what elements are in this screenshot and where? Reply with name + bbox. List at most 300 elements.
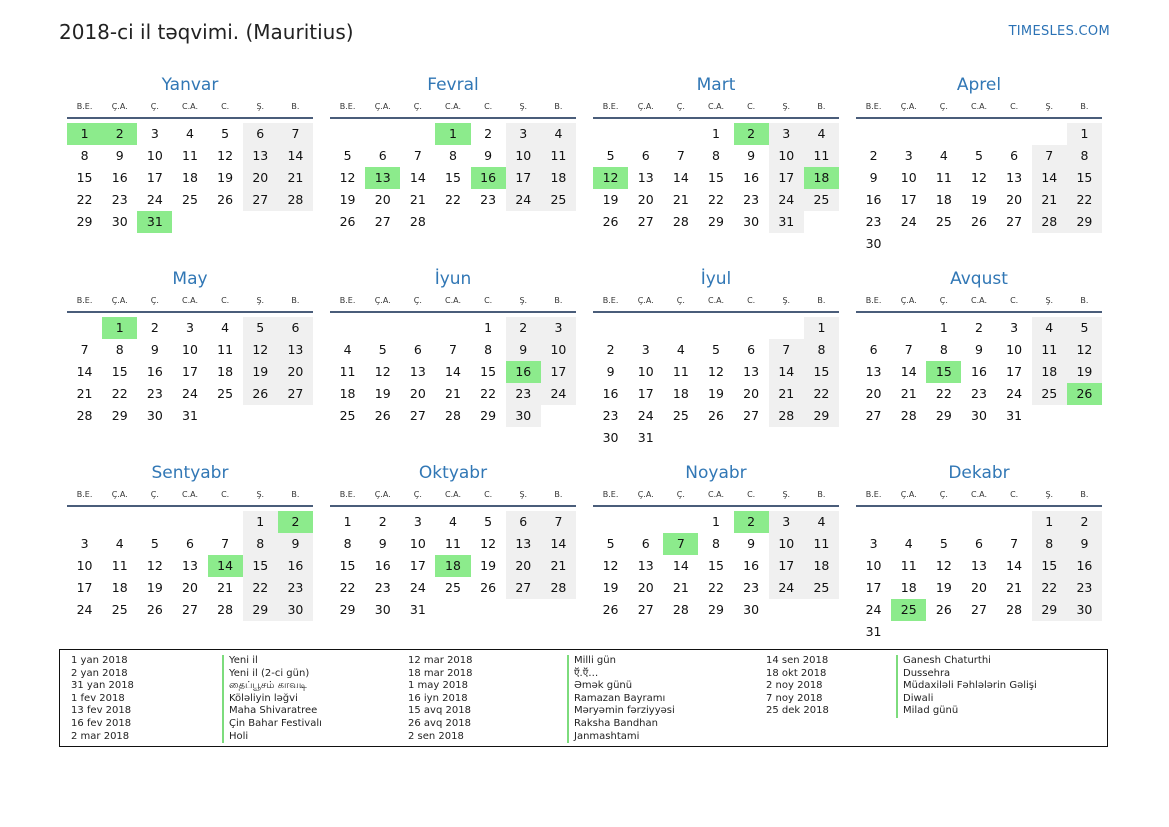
- weekday-label: B.: [554, 102, 563, 111]
- day-cell: 16: [971, 364, 987, 379]
- day-cell: 19: [374, 386, 391, 401]
- day-cell: 28: [900, 408, 917, 423]
- weekday-label: B.: [1080, 490, 1089, 499]
- day-cell: 20: [506, 555, 541, 577]
- day-grid: [856, 511, 1102, 643]
- day-cell: 24: [76, 602, 93, 617]
- day-cell: 3: [769, 511, 804, 533]
- day-cell: 4: [939, 148, 948, 163]
- weekday-label: B.: [1080, 296, 1089, 305]
- day-cell: 28: [409, 214, 426, 229]
- day-cell: 14: [900, 364, 917, 379]
- day-cell: 21: [900, 386, 917, 401]
- day-cell: 21: [1032, 189, 1067, 211]
- month-grid: [67, 72, 1102, 654]
- day-cell: 13: [278, 339, 313, 361]
- holiday-dates-column: [766, 655, 829, 718]
- empty-cell: [172, 511, 207, 533]
- day-cell: 28: [672, 214, 689, 229]
- weekday-label: B.E.: [602, 296, 619, 305]
- weekday-label: B.: [554, 490, 563, 499]
- day-cell: 1: [343, 514, 352, 529]
- month-name: Avqust: [950, 269, 1008, 289]
- weekday-label: C.: [221, 102, 230, 111]
- day-cell: 28: [769, 405, 804, 427]
- holiday-day-cell: 2: [278, 511, 313, 533]
- day-grid: [330, 511, 576, 621]
- day-cell: 2: [378, 514, 387, 529]
- day-cell: 12: [243, 339, 278, 361]
- holiday-day-cell: 7: [663, 533, 698, 555]
- weekday-label: Ç.: [150, 296, 159, 305]
- day-cell: 23: [971, 386, 987, 401]
- holiday-name: தைப்பூசம் காவடி: [222, 680, 322, 693]
- day-cell: 11: [217, 342, 234, 357]
- day-cell: 19: [243, 361, 278, 383]
- day-cell: 1: [712, 514, 720, 529]
- day-cell: 25: [804, 577, 839, 599]
- day-cell: 4: [676, 342, 685, 357]
- weekday-label: Ç.: [939, 490, 948, 499]
- day-cell: 18: [935, 192, 952, 207]
- day-cell: 28: [1006, 602, 1023, 617]
- day-cell: 12: [146, 558, 163, 573]
- day-cell: 22: [708, 580, 724, 595]
- weekday-header: [593, 292, 839, 313]
- empty-cell: [365, 317, 400, 339]
- day-cell: 9: [747, 148, 756, 163]
- day-cell: 17: [182, 364, 198, 379]
- empty-cell: [400, 123, 435, 145]
- weekday-label: B.E.: [339, 296, 356, 305]
- empty-cell: [67, 511, 102, 533]
- day-cell: 14: [541, 533, 576, 555]
- day-cell: 9: [115, 148, 124, 163]
- day-cell: 27: [182, 602, 198, 617]
- day-cell: 14: [672, 170, 689, 185]
- day-cell: 12: [339, 170, 356, 185]
- day-cell: 13: [182, 558, 198, 573]
- weekday-label: Ç.: [676, 102, 685, 111]
- weekday-header: [67, 486, 313, 507]
- day-cell: 17: [900, 192, 917, 207]
- day-cell: 20: [182, 580, 198, 595]
- day-cell: 16: [743, 558, 760, 573]
- day-cell: 2: [1067, 511, 1102, 533]
- page-title: 2018-ci il təqvimi. (Mauritius): [59, 20, 354, 44]
- month-8: [67, 460, 313, 654]
- day-cell: 2: [975, 320, 983, 335]
- month-name: Mart: [696, 75, 736, 95]
- weekday-label: C.A.: [181, 296, 198, 305]
- day-cell: 11: [111, 558, 128, 573]
- month-9: [330, 460, 576, 654]
- day-cell: 10: [1006, 342, 1023, 357]
- day-cell: 26: [971, 214, 987, 229]
- day-cell: 2: [150, 320, 159, 335]
- day-cell: 9: [378, 536, 387, 551]
- day-cell: 13: [971, 558, 987, 573]
- day-cell: 10: [409, 536, 426, 551]
- empty-cell: [330, 317, 365, 339]
- day-cell: 7: [769, 339, 804, 361]
- day-cell: 7: [449, 342, 457, 357]
- day-grid: [856, 123, 1102, 255]
- weekday-label: Ş.: [782, 296, 791, 305]
- day-cell: 23: [743, 580, 760, 595]
- holiday-day-cell: 26: [1067, 383, 1102, 405]
- weekday-header: [856, 486, 1102, 507]
- day-cell: 25: [672, 408, 689, 423]
- holiday-date: 1 fev 2018: [71, 692, 125, 704]
- day-cell: 3: [769, 123, 804, 145]
- day-cell: 7: [278, 123, 313, 145]
- weekday-label: C.A.: [444, 490, 461, 499]
- weekday-label: C.: [747, 102, 756, 111]
- holiday-name: Janmashtami: [567, 731, 675, 744]
- month-name: Yanvar: [161, 75, 219, 95]
- weekday-header: [593, 486, 839, 507]
- day-cell: 20: [637, 580, 654, 595]
- holiday-date: 1 yan 2018: [71, 655, 128, 666]
- empty-cell: [593, 123, 628, 145]
- day-cell: 4: [904, 536, 913, 551]
- weekday-label: B.: [1080, 102, 1089, 111]
- holiday-date: 2 mar 2018: [71, 730, 130, 742]
- empty-cell: [769, 317, 804, 339]
- holiday-date: 14 sen 2018: [766, 655, 829, 666]
- day-cell: 24: [900, 214, 917, 229]
- weekday-label: B.: [817, 296, 826, 305]
- day-cell: 13: [1006, 170, 1023, 185]
- holiday-day-cell: 16: [471, 167, 506, 189]
- weekday-label: C.A.: [970, 102, 987, 111]
- day-cell: 9: [506, 339, 541, 361]
- day-cell: 6: [243, 123, 278, 145]
- empty-cell: [698, 317, 733, 339]
- day-cell: 2: [506, 317, 541, 339]
- day-cell: 31: [637, 430, 654, 445]
- day-cell: 20: [637, 192, 654, 207]
- month-name: Noyabr: [685, 463, 747, 483]
- day-grid: [593, 123, 839, 233]
- day-cell: 28: [672, 602, 689, 617]
- holiday-name: Əmək günü: [567, 680, 675, 693]
- day-cell: 7: [413, 148, 422, 163]
- day-grid: [67, 511, 313, 621]
- month-name: Aprel: [956, 75, 1002, 95]
- day-cell: 10: [76, 558, 93, 573]
- day-cell: 24: [146, 192, 163, 207]
- weekday-label: Ç.A.: [111, 490, 128, 499]
- day-cell: 22: [243, 577, 278, 599]
- weekday-label: Ş.: [519, 102, 528, 111]
- weekday-label: C.A.: [707, 490, 724, 499]
- holiday-day-cell: 1: [102, 317, 137, 339]
- day-cell: 16: [111, 170, 128, 185]
- day-cell: 4: [1032, 317, 1067, 339]
- day-cell: 23: [1067, 577, 1102, 599]
- empty-cell: [856, 317, 891, 339]
- day-cell: 21: [217, 580, 234, 595]
- weekday-label: C.: [484, 490, 493, 499]
- day-grid: [67, 317, 313, 427]
- day-cell: 17: [506, 167, 541, 189]
- empty-cell: [997, 123, 1032, 145]
- weekday-label: B.E.: [76, 490, 93, 499]
- day-cell: 19: [339, 192, 356, 207]
- day-cell: 26: [243, 383, 278, 405]
- day-cell: 26: [602, 602, 619, 617]
- day-cell: 24: [637, 408, 654, 423]
- day-cell: 22: [935, 386, 952, 401]
- day-cell: 5: [939, 536, 948, 551]
- holiday-names-column: [567, 655, 675, 743]
- day-cell: 17: [637, 386, 654, 401]
- day-cell: 9: [606, 364, 615, 379]
- day-cell: 30: [743, 214, 760, 229]
- day-cell: 25: [217, 386, 234, 401]
- holiday-day-cell: 2: [734, 511, 769, 533]
- holiday-name: Milad günü: [896, 705, 1037, 718]
- day-cell: 18: [217, 364, 234, 379]
- day-cell: 4: [541, 123, 576, 145]
- day-cell: 13: [506, 533, 541, 555]
- day-cell: 6: [975, 536, 983, 551]
- day-cell: 22: [1032, 577, 1067, 599]
- day-cell: 24: [541, 383, 576, 405]
- day-cell: 7: [80, 342, 89, 357]
- day-cell: 15: [111, 364, 128, 379]
- weekday-label: C.: [747, 296, 756, 305]
- day-cell: 26: [708, 408, 724, 423]
- day-cell: 26: [602, 214, 619, 229]
- day-cell: 29: [708, 214, 724, 229]
- weekday-header: [67, 292, 313, 313]
- day-cell: 19: [935, 580, 952, 595]
- day-cell: 1: [804, 317, 839, 339]
- day-cell: 17: [865, 580, 882, 595]
- holiday-date: 16 iyn 2018: [408, 692, 468, 704]
- day-cell: 30: [743, 602, 760, 617]
- holiday-name: ऍ.ऍ…: [567, 668, 675, 681]
- day-cell: 16: [146, 364, 163, 379]
- holiday-date: 16 fev 2018: [71, 717, 132, 729]
- empty-cell: [593, 511, 628, 533]
- weekday-label: B.E.: [602, 102, 619, 111]
- holiday-date: 26 avq 2018: [408, 717, 471, 729]
- weekday-label: B.: [554, 296, 563, 305]
- day-cell: 24: [769, 189, 804, 211]
- day-cell: 18: [900, 580, 917, 595]
- day-cell: 24: [1006, 386, 1023, 401]
- day-cell: 24: [769, 577, 804, 599]
- day-grid: [856, 317, 1102, 427]
- day-cell: 28: [217, 602, 234, 617]
- day-cell: 31: [769, 211, 804, 233]
- weekday-label: Ç.A.: [637, 490, 654, 499]
- weekday-label: Ç.A.: [637, 296, 654, 305]
- day-cell: 8: [80, 148, 89, 163]
- day-cell: 9: [484, 148, 493, 163]
- day-cell: 3: [186, 320, 194, 335]
- month-name: Sentyabr: [151, 463, 229, 483]
- day-cell: 24: [865, 602, 882, 617]
- weekday-label: Ç.A.: [111, 102, 128, 111]
- day-cell: 12: [935, 558, 952, 573]
- day-cell: 26: [374, 408, 391, 423]
- day-cell: 11: [804, 145, 839, 167]
- day-cell: 22: [76, 192, 93, 207]
- month-11: [856, 460, 1102, 654]
- day-cell: 25: [935, 214, 952, 229]
- holiday-name: Köləliyin ləğvi: [222, 693, 322, 706]
- day-cell: 20: [971, 580, 987, 595]
- day-cell: 26: [217, 192, 234, 207]
- day-cell: 6: [378, 148, 387, 163]
- day-cell: 10: [637, 364, 654, 379]
- weekday-label: Ş.: [256, 296, 265, 305]
- day-cell: 19: [602, 580, 619, 595]
- weekday-label: Ç.: [939, 102, 948, 111]
- empty-cell: [102, 511, 137, 533]
- empty-cell: [734, 317, 769, 339]
- holiday-name: Yeni il (2-ci gün): [222, 668, 322, 681]
- weekday-label: B.E.: [865, 102, 882, 111]
- day-cell: 23: [111, 192, 128, 207]
- day-cell: 12: [1067, 339, 1102, 361]
- weekday-label: C.A.: [707, 296, 724, 305]
- day-cell: 16: [374, 558, 391, 573]
- day-cell: 30: [111, 214, 128, 229]
- day-cell: 5: [150, 536, 159, 551]
- month-4: [67, 266, 313, 460]
- day-cell: 3: [1010, 320, 1019, 335]
- day-cell: 5: [1067, 317, 1102, 339]
- day-cell: 21: [76, 386, 93, 401]
- day-cell: 21: [1006, 580, 1023, 595]
- holiday-day-cell: 25: [891, 599, 926, 621]
- empty-cell: [926, 511, 961, 533]
- empty-cell: [67, 317, 102, 339]
- day-cell: 19: [146, 580, 163, 595]
- holiday-day-cell: 2: [734, 123, 769, 145]
- weekday-label: Ş.: [256, 102, 265, 111]
- day-cell: 14: [278, 145, 313, 167]
- day-cell: 15: [804, 361, 839, 383]
- empty-cell: [663, 317, 698, 339]
- day-cell: 10: [865, 558, 882, 573]
- holiday-day-cell: 15: [926, 361, 961, 383]
- day-cell: 18: [339, 386, 356, 401]
- weekday-label: Ç.A.: [637, 102, 654, 111]
- day-cell: 11: [672, 364, 689, 379]
- weekday-label: Ç.: [676, 490, 685, 499]
- day-cell: 30: [374, 602, 391, 617]
- holiday-name: Maha Shivaratree: [222, 705, 322, 718]
- day-cell: 6: [278, 317, 313, 339]
- empty-cell: [891, 317, 926, 339]
- day-cell: 11: [445, 536, 461, 551]
- day-cell: 14: [76, 364, 93, 379]
- day-cell: 27: [374, 214, 391, 229]
- month-2: [593, 72, 839, 266]
- day-cell: 29: [480, 408, 497, 423]
- day-cell: 15: [708, 558, 724, 573]
- month-7: [856, 266, 1102, 460]
- brand-link[interactable]: TIMESLES.COM: [1008, 24, 1110, 39]
- holiday-day-cell: 18: [804, 167, 839, 189]
- day-cell: 15: [1067, 167, 1102, 189]
- day-cell: 21: [541, 555, 576, 577]
- holiday-day-cell: 16: [506, 361, 541, 383]
- day-cell: 25: [111, 602, 128, 617]
- weekday-label: Ç.: [413, 490, 422, 499]
- holiday-name: Ganesh Chaturthi: [896, 655, 1037, 668]
- weekday-label: C.: [747, 490, 756, 499]
- day-cell: 4: [343, 342, 352, 357]
- day-cell: 21: [769, 383, 804, 405]
- day-cell: 10: [769, 145, 804, 167]
- day-cell: 11: [182, 148, 198, 163]
- day-cell: 28: [76, 408, 93, 423]
- weekday-label: Ç.A.: [374, 102, 391, 111]
- day-cell: 14: [1006, 558, 1023, 573]
- weekday-label: Ç.A.: [111, 296, 128, 305]
- empty-cell: [926, 123, 961, 145]
- day-cell: 8: [712, 148, 720, 163]
- empty-cell: [208, 511, 243, 533]
- day-cell: 28: [1032, 211, 1067, 233]
- day-cell: 21: [445, 386, 461, 401]
- day-cell: 29: [935, 408, 952, 423]
- weekday-label: Ş.: [519, 296, 528, 305]
- empty-cell: [628, 317, 663, 339]
- weekday-header: [330, 292, 576, 313]
- holiday-date: 2 yan 2018: [71, 667, 128, 679]
- month-name: İyun: [434, 269, 472, 289]
- day-cell: 19: [971, 192, 987, 207]
- day-cell: 9: [975, 342, 983, 357]
- day-cell: 12: [217, 148, 234, 163]
- holiday-date: 13 fev 2018: [71, 705, 132, 717]
- day-cell: 11: [541, 145, 576, 167]
- day-cell: 9: [747, 536, 756, 551]
- holiday-name: Ramazan Bayramı: [567, 693, 675, 706]
- day-cell: 23: [506, 383, 541, 405]
- day-cell: 27: [243, 189, 278, 211]
- day-cell: 25: [182, 192, 198, 207]
- day-cell: 25: [445, 580, 461, 595]
- day-cell: 6: [1010, 148, 1019, 163]
- holiday-name: Məryəmin fərziyyəsi: [567, 705, 675, 718]
- day-cell: 27: [637, 214, 654, 229]
- day-cell: 11: [935, 170, 952, 185]
- day-cell: 6: [413, 342, 422, 357]
- day-cell: 8: [939, 342, 948, 357]
- weekday-label: Ç.A.: [900, 102, 917, 111]
- day-cell: 17: [1006, 364, 1023, 379]
- day-cell: 30: [278, 599, 313, 621]
- holiday-date: 2 sen 2018: [408, 730, 464, 742]
- month-5: [330, 266, 576, 460]
- weekday-label: C.: [484, 102, 493, 111]
- day-cell: 13: [637, 558, 654, 573]
- weekday-label: Ş.: [519, 490, 528, 499]
- weekday-label: B.E.: [76, 296, 93, 305]
- day-cell: 28: [278, 189, 313, 211]
- day-cell: 23: [278, 577, 313, 599]
